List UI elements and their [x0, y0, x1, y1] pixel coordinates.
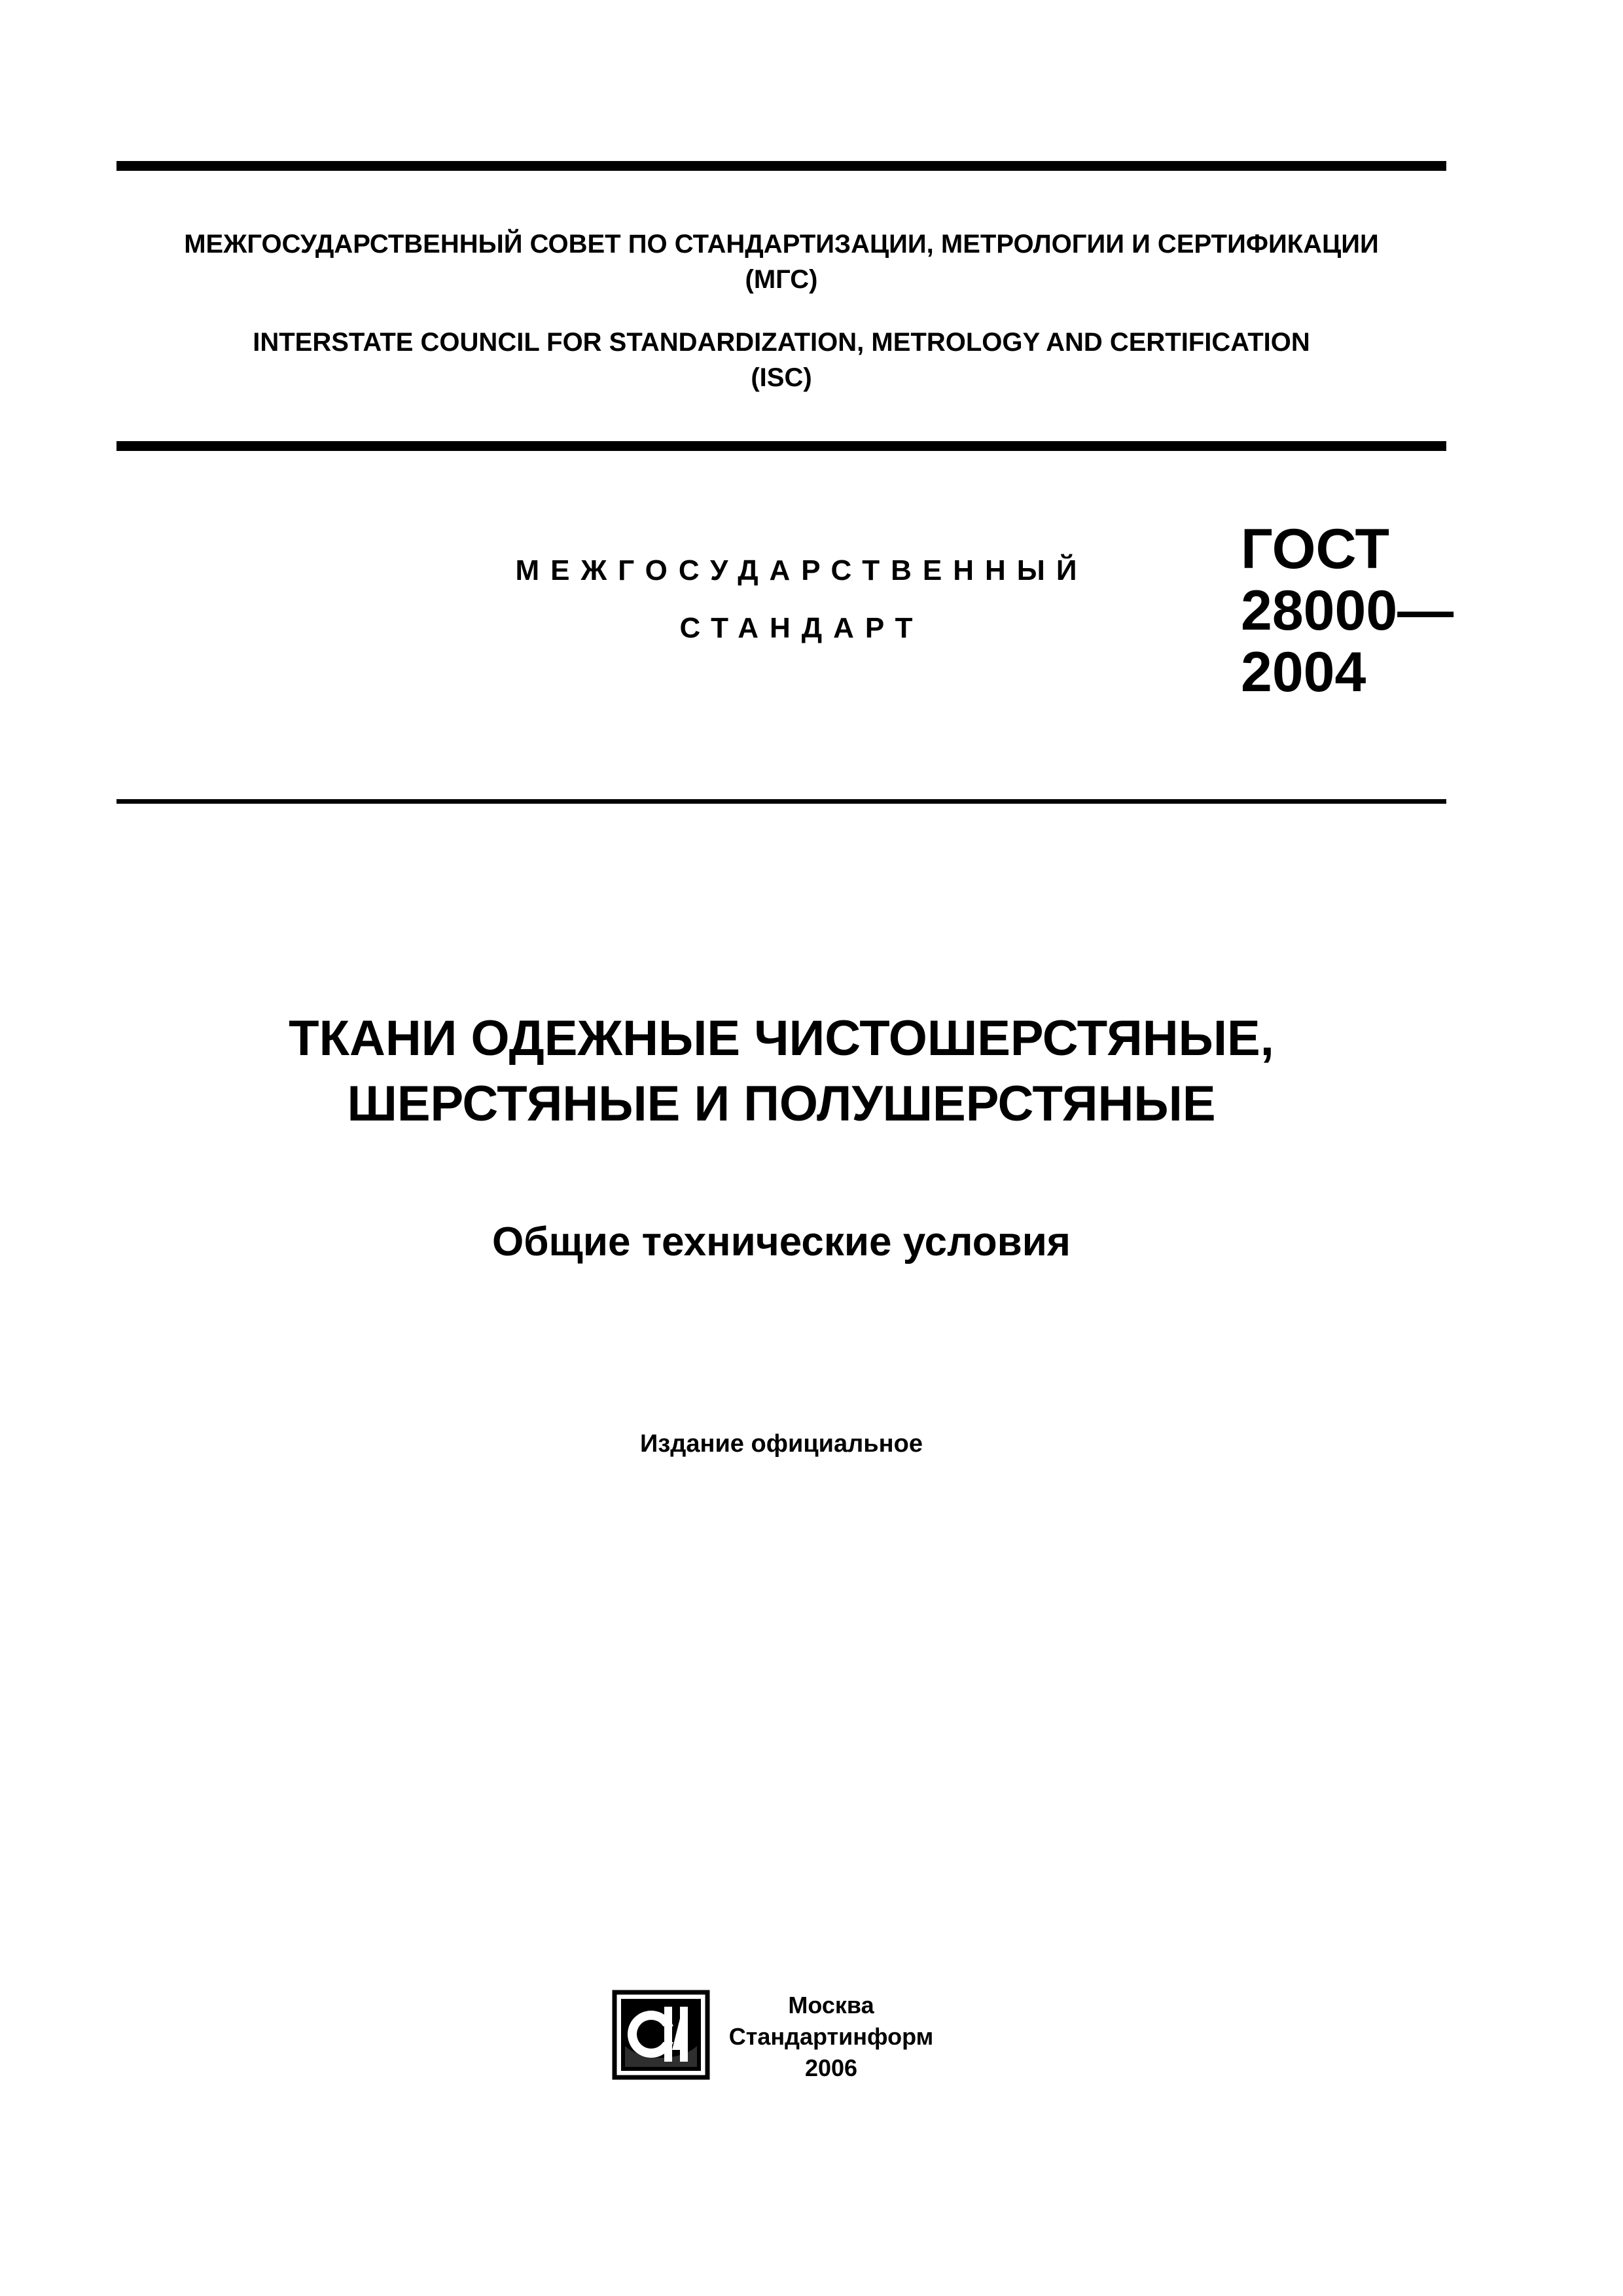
council-en-name: INTERSTATE COUNCIL FOR STANDARDIZATION, METROLOGY AND CERTIFICATION	[253, 328, 1310, 357]
gost-year: 2004	[1241, 641, 1366, 704]
publisher-block	[726, 1990, 936, 2084]
council-en-block	[116, 325, 1446, 395]
publisher-name: Стандартинформ	[728, 2023, 934, 2050]
edition-label: Издание официальное	[640, 1430, 923, 1458]
council-ru-name: МЕЖГОСУДАРСТВЕННЫЙ СОВЕТ ПО СТАНДАРТИЗАЦИИ, МЕТРОЛОГИИ И СЕРТИФИКАЦИИ	[184, 230, 1379, 259]
standard-type-line2: СТАНДАРТ	[679, 612, 924, 644]
standard-divider	[116, 799, 1446, 804]
standard-type-line1: МЕЖГОСУДАРСТВЕННЫЙ	[515, 554, 1088, 586]
top-divider	[116, 161, 1446, 171]
document-title	[116, 1006, 1446, 1137]
document-subtitle: Общие технические условия	[492, 1219, 1071, 1265]
header-divider	[116, 441, 1446, 451]
publisher-city: Москва	[788, 1992, 874, 2018]
council-ru-abbr: (МГС)	[745, 265, 818, 294]
standartinform-logo-icon	[612, 1990, 710, 2080]
gost-designation	[1241, 518, 1454, 703]
gost-label: ГОСТ	[1241, 518, 1390, 581]
publisher-year: 2006	[804, 2054, 858, 2081]
title-line1: ТКАНИ ОДЕЖНЫЕ ЧИСТОШЕРСТЯНЫЕ,	[289, 1011, 1274, 1066]
title-line2: ШЕРСТЯНЫЕ И ПОЛУШЕРСТЯНЫЕ	[347, 1076, 1216, 1132]
council-ru-block	[116, 226, 1446, 297]
council-en-abbr: (ISC)	[751, 363, 812, 392]
gost-number: 28000—	[1241, 579, 1454, 642]
